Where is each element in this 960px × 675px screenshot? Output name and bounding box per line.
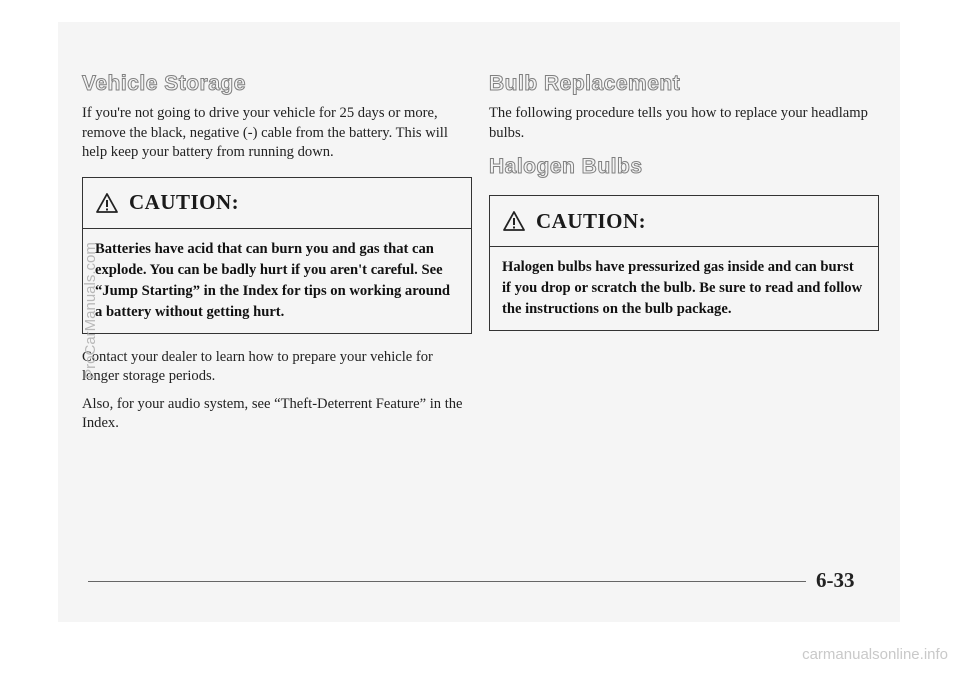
warning-triangle-icon — [95, 192, 119, 214]
storage-dealer-paragraph: Contact your dealer to learn how to prepare your vehicle for longer storage periods. — [82, 348, 433, 384]
left-column — [82, 72, 472, 442]
caution-text: Batteries have acid that can burn you and gas that can explode. You can be badly hurt if you aren't careful. See “Jump Starting” in the Index for tips on working around a battery without getting hurt. — [95, 240, 451, 320]
manual-page — [58, 22, 900, 622]
halogen-caution-box — [489, 195, 879, 331]
bulb-replacement-intro: The following procedure tells you how to replace your headlamp bulbs. — [489, 105, 868, 141]
bulb-replacement-heading: Bulb Replacement — [489, 72, 681, 95]
page-number: 6-33 — [816, 568, 855, 592]
vehicle-storage-intro: If you're not going to drive your vehicle for 25 days or more, remove the black, negative (-) cable from the battery. This will help keep your battery from running down. — [82, 105, 448, 160]
caution-title: CAUTION: — [129, 190, 240, 214]
caution-header — [83, 178, 471, 229]
site-watermark: carmanualsonline.info — [802, 646, 948, 663]
caution-header — [490, 196, 878, 247]
caution-text: Halogen bulbs have pressurized gas inside and can burst if you drop or scratch the bulb. Be sure to read and follow the instructions on the bulb package. — [502, 259, 863, 317]
halogen-bulbs-heading: Halogen Bulbs — [489, 155, 643, 178]
watermark-text: ProCarManuals.com — [81, 241, 99, 379]
side-watermark — [70, 220, 110, 400]
battery-caution-box — [82, 177, 472, 334]
warning-triangle-icon — [502, 210, 526, 232]
footer-divider — [88, 581, 806, 582]
vehicle-storage-heading: Vehicle Storage — [82, 72, 246, 95]
audio-system-paragraph: Also, for your audio system, see “Theft-Deterrent Feature” in the Index. — [82, 395, 463, 431]
right-column — [489, 72, 879, 331]
caution-title: CAUTION: — [536, 208, 647, 233]
